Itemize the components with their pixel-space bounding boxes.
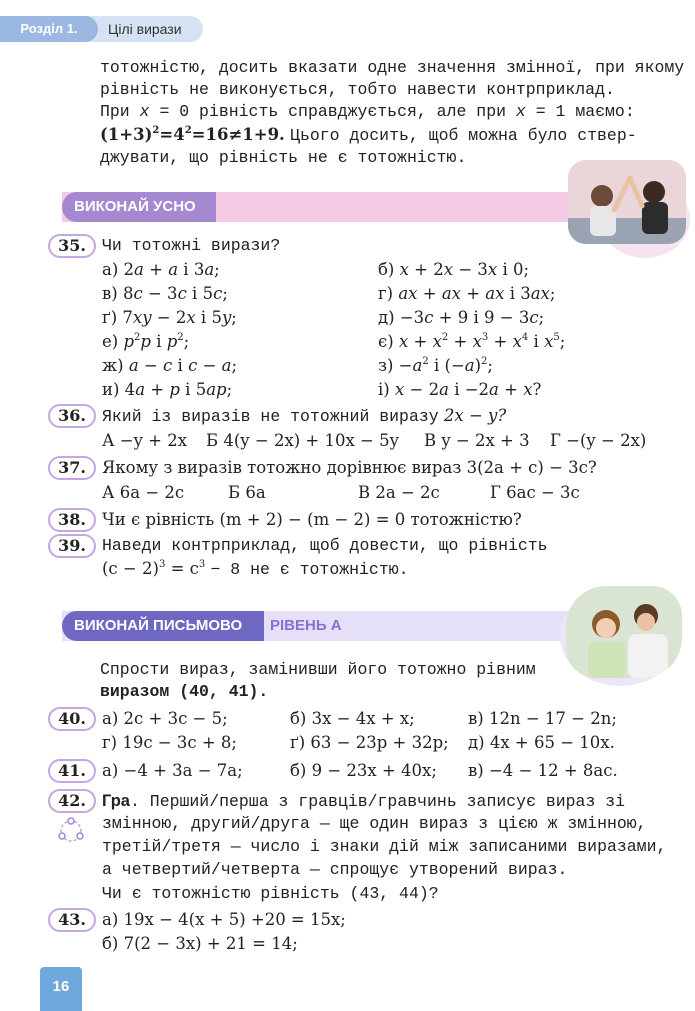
ex35-item-d: д) −3c + 9 і 9 − 3c; bbox=[378, 308, 545, 327]
ex41-item-a: а) −4 + 3a − 7a; bbox=[102, 761, 243, 780]
exercise-42-line-1: Гра. Перший/перша з гравців/гравчинь записує вираз зі bbox=[102, 792, 626, 811]
written-intro-line-2: виразом (40, 41). bbox=[100, 682, 269, 701]
ex41-item-v: в) −4 − 12 + 8ac. bbox=[468, 761, 618, 780]
ex36-option-b: Б 4(y − 2x) + 10x − 5y bbox=[206, 431, 399, 450]
ex35-item-zh: ж) a − c і c − a; bbox=[102, 356, 238, 375]
question-43-44: Чи є тотожністю рівність (43, 44)? bbox=[102, 884, 439, 903]
intro-line-4: $(1+3)^2=4^2=16\ne 1+9$. Цього досить, щоб можна було ствер- bbox=[100, 125, 637, 145]
exercise-38-badge: 38. bbox=[48, 508, 96, 532]
ex43-item-a: а) 19x − 4(x + 5) +20 = 15x; bbox=[102, 910, 346, 929]
oral-section-label: ВИКОНАЙ УСНО bbox=[62, 192, 216, 222]
written-section-label: ВИКОНАЙ ПИСЬМОВО bbox=[62, 611, 264, 641]
exercise-42-line-2: змінною, другий/друга — ще один вираз з цією ж змінною, bbox=[102, 814, 647, 833]
ex35-item-i: і) x − 2a і −2a + x? bbox=[378, 380, 542, 399]
ex36-option-g: Г −(y − 2x) bbox=[550, 431, 647, 450]
exercise-42-line-4: а четвертий/четверта — спрощує утворений вираз. bbox=[102, 860, 568, 879]
exercise-35-badge: 35. bbox=[48, 234, 96, 258]
students-reading-photo bbox=[566, 586, 682, 678]
exercise-37-badge: 37. bbox=[48, 456, 96, 480]
ex35-item-ye: є) $x + x^2 + x^3 + x^4$ і $x^5$; bbox=[378, 332, 566, 351]
ex37-option-g: Г 6ac − 3c bbox=[490, 483, 580, 502]
exercise-35-question: Чи тотожні вирази? bbox=[102, 236, 281, 255]
ex37-option-v: В 2a − 2c bbox=[358, 483, 440, 502]
exercise-36-badge: 36. bbox=[48, 404, 96, 428]
ex41-item-b: б) 9 − 23x + 40x; bbox=[290, 761, 437, 780]
chapter-label: Розділ 1. bbox=[0, 16, 98, 42]
ex35-item-e: е) $p^2p$ і $p^2$; bbox=[102, 332, 190, 351]
ex40-item-v: в) 12n − 17 − 2n; bbox=[468, 709, 617, 728]
exercise-38-question: Чи є рівність (m + 2) − (m − 2) = 0 тотожністю? bbox=[102, 510, 522, 529]
ex35-item-z: $з) -a^2$ і $(-a)^2$; bbox=[378, 356, 493, 375]
ex36-option-a: А −y + 2x bbox=[102, 431, 188, 450]
intro-line-5: джувати, що рівність не є тотожністю. bbox=[100, 148, 467, 167]
ex40-item-b: б) 3x − 4x + x; bbox=[290, 709, 415, 728]
ex35-item-h: г) ax + ax + ax і 3ax; bbox=[378, 284, 556, 303]
exercise-40-badge: 40. bbox=[48, 707, 96, 731]
exercise-39-line-1: Наведи контрприклад, щоб довести, що рівність bbox=[102, 536, 548, 555]
exercise-37-question: Якому з виразів тотожно дорівнює вираз 3(2a + c) − 3c? bbox=[102, 458, 597, 477]
ex35-item-b: б) x + 2x − 3x і 0; bbox=[378, 260, 530, 279]
ex40-item-d: д) 4x + 65 − 10x. bbox=[468, 733, 615, 752]
ex36-option-v: В y − 2x + 3 bbox=[424, 431, 530, 450]
intro-line-3: При x = 0 рівність справджується, але при x = 1 маємо: bbox=[100, 102, 635, 121]
ex35-item-y: и) 4a + p і 5ap; bbox=[102, 380, 233, 399]
ex35-item-v: в) 8c − 3c і 5c; bbox=[102, 284, 228, 303]
exercise-41-badge: 41. bbox=[48, 759, 96, 783]
page-number: 16 bbox=[40, 967, 82, 1011]
ex40-item-g: ґ) 63 − 23p + 32p; bbox=[290, 733, 449, 752]
game-icon bbox=[56, 816, 86, 846]
exercise-36-question: Який із виразів не тотожний виразу 2x − y? bbox=[102, 406, 507, 426]
intro-line-1: тотожністю, досить вказати одне значення змінної, при якому bbox=[100, 58, 685, 77]
exercise-39-line-2: $(c - 2)^3 = c^3 - 8$ не є тотожністю. bbox=[102, 559, 409, 579]
ex35-item-a: а) 2a + a і 3a; bbox=[102, 260, 220, 279]
level-label: РІВЕНЬ А bbox=[270, 617, 342, 634]
ex37-option-a: А 6a − 2c bbox=[102, 483, 185, 502]
exercise-43-badge: 43. bbox=[48, 908, 96, 932]
ex40-item-h: г) 19c − 3c + 8; bbox=[102, 733, 237, 752]
ex40-item-a: а) 2c + 3c − 5; bbox=[102, 709, 228, 728]
ex35-item-g: ґ) 7xy − 2x і 5y; bbox=[102, 308, 237, 327]
students-highfive-photo bbox=[568, 160, 686, 244]
exercise-42-badge: 42. bbox=[48, 789, 96, 813]
ex37-option-b: Б 6a bbox=[228, 483, 266, 502]
chapter-title: Цілі вирази bbox=[108, 21, 182, 37]
intro-line-2: рівність не виконується, тобто навести контрприклад. bbox=[100, 80, 615, 99]
ex43-item-b: б) 7(2 − 3x) + 21 = 14; bbox=[102, 934, 298, 953]
written-intro-line-1: Спрости вираз, замінивши його тотожно рівним bbox=[100, 660, 536, 679]
exercise-42-line-3: третій/третя — число і знаки дій між записаними виразами, bbox=[102, 837, 667, 856]
exercise-39-badge: 39. bbox=[48, 534, 96, 558]
